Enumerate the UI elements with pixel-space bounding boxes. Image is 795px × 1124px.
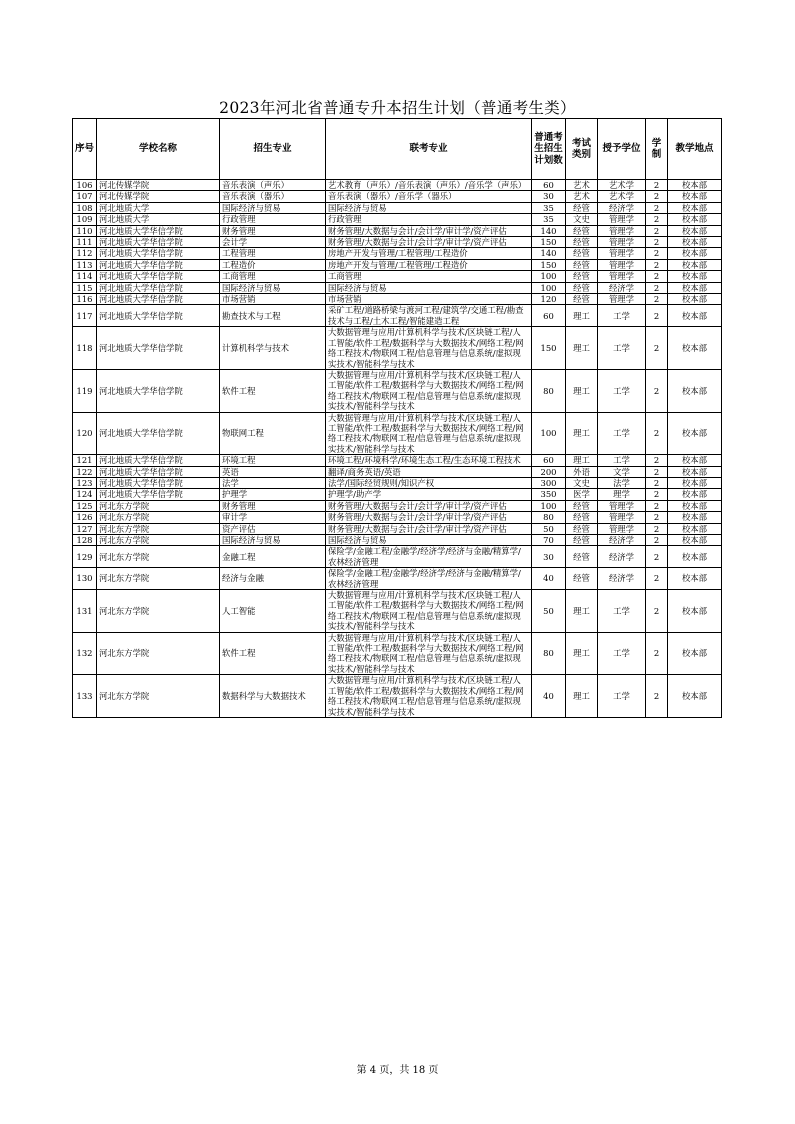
cell-degree: 文学 [598, 466, 646, 477]
cell-location: 校本部 [668, 191, 722, 202]
cell-location: 校本部 [668, 282, 722, 293]
cell-school: 河北地质大学华信学院 [97, 282, 220, 293]
cell-degree: 管理学 [598, 248, 646, 259]
cell-years: 2 [646, 282, 668, 293]
cell-seq: 126 [73, 512, 97, 523]
cell-location: 校本部 [668, 305, 722, 327]
cell-degree: 工学 [598, 369, 646, 412]
cell-location: 校本部 [668, 259, 722, 270]
cell-seq: 107 [73, 191, 97, 202]
cell-years: 2 [646, 523, 668, 534]
cell-location: 校本部 [668, 546, 722, 568]
table-row [73, 327, 722, 370]
cell-exam-major: 法学/国际经贸规则/知识产权 [326, 477, 532, 488]
cell-location: 校本部 [668, 632, 722, 675]
cell-seq: 119 [73, 369, 97, 412]
cell-major: 勘查技术与工程 [220, 305, 326, 327]
cell-location: 校本部 [668, 237, 722, 248]
cell-exam-category: 经管 [566, 282, 598, 293]
cell-school: 河北东方学院 [97, 590, 220, 633]
cell-school: 河北地质大学华信学院 [97, 412, 220, 455]
cell-degree: 管理学 [598, 259, 646, 270]
cell-school: 河北地质大学华信学院 [97, 248, 220, 259]
cell-exam-major: 保险学/金融工程/金融学/经济学/经济与金融/精算学/农林经济管理 [326, 546, 532, 568]
cell-exam-major: 国际经济与贸易 [326, 535, 532, 546]
cell-major: 经济与金融 [220, 568, 326, 590]
cell-degree: 经济学 [598, 202, 646, 213]
cell-degree: 管理学 [598, 237, 646, 248]
cell-major: 软件工程 [220, 369, 326, 412]
cell-years: 2 [646, 202, 668, 213]
table-row [73, 369, 722, 412]
cell-school: 河北地质大学华信学院 [97, 237, 220, 248]
cell-years: 2 [646, 327, 668, 370]
cell-major: 物联网工程 [220, 412, 326, 455]
table-row [73, 180, 722, 191]
cell-school: 河北传媒学院 [97, 191, 220, 202]
cell-plan-count: 70 [532, 535, 566, 546]
table-row [73, 259, 722, 270]
cell-degree: 经济学 [598, 282, 646, 293]
cell-exam-major: 大数据管理与应用/计算机科学与技术/区块链工程/人工智能/软件工程/数据科学与大数据技术/网络工程/网络工程技术/物联网工程/信息管理与信息系统/虚拟现实技术/智能科学与技术 [326, 327, 532, 370]
cell-exam-category: 外语 [566, 466, 598, 477]
cell-seq: 122 [73, 466, 97, 477]
cell-exam-major: 大数据管理与应用/计算机科学与技术/区块链工程/人工智能/软件工程/数据科学与大数据技术/网络工程/网络工程技术/物联网工程/信息管理与信息系统/虚拟现实技术/智能科学与技术 [326, 632, 532, 675]
cell-exam-category: 理工 [566, 455, 598, 466]
table-row [73, 546, 722, 568]
cell-years: 2 [646, 225, 668, 236]
cell-plan-count: 200 [532, 466, 566, 477]
cell-plan-count: 35 [532, 214, 566, 225]
cell-seq: 110 [73, 225, 97, 236]
cell-exam-category: 医学 [566, 489, 598, 500]
cell-major: 音乐表演（声乐） [220, 180, 326, 191]
cell-major: 计算机科学与技术 [220, 327, 326, 370]
table-row [73, 466, 722, 477]
cell-location: 校本部 [668, 489, 722, 500]
cell-degree: 管理学 [598, 294, 646, 305]
cell-years: 2 [646, 590, 668, 633]
header-exam-category: 考试类别 [566, 119, 598, 180]
cell-years: 2 [646, 191, 668, 202]
table-header-row [73, 119, 722, 180]
cell-plan-count: 40 [532, 568, 566, 590]
cell-school: 河北地质大学华信学院 [97, 477, 220, 488]
table-row [73, 225, 722, 236]
table-row [73, 535, 722, 546]
cell-exam-category: 理工 [566, 327, 598, 370]
table-row [73, 568, 722, 590]
cell-exam-major: 环境工程/环境科学/环境生态工程/生态环境工程技术 [326, 455, 532, 466]
cell-degree: 工学 [598, 590, 646, 633]
table-row [73, 512, 722, 523]
cell-years: 2 [646, 568, 668, 590]
cell-major: 音乐表演（器乐） [220, 191, 326, 202]
cell-degree: 工学 [598, 455, 646, 466]
cell-degree: 管理学 [598, 214, 646, 225]
cell-school: 河北地质大学华信学院 [97, 466, 220, 477]
table-row [73, 271, 722, 282]
cell-major: 国际经济与贸易 [220, 282, 326, 293]
cell-seq: 116 [73, 294, 97, 305]
cell-school: 河北地质大学华信学院 [97, 327, 220, 370]
cell-exam-category: 文史 [566, 477, 598, 488]
cell-degree: 工学 [598, 327, 646, 370]
cell-years: 2 [646, 412, 668, 455]
cell-years: 2 [646, 305, 668, 327]
cell-exam-category: 经管 [566, 271, 598, 282]
cell-major: 英语 [220, 466, 326, 477]
cell-exam-category: 经管 [566, 225, 598, 236]
cell-plan-count: 350 [532, 489, 566, 500]
header-exam-major: 联考专业 [326, 119, 532, 180]
cell-plan-count: 100 [532, 500, 566, 511]
header-location: 教学地点 [668, 119, 722, 180]
cell-degree: 工学 [598, 305, 646, 327]
cell-school: 河北东方学院 [97, 523, 220, 534]
cell-major: 环境工程 [220, 455, 326, 466]
cell-school: 河北地质大学华信学院 [97, 489, 220, 500]
cell-plan-count: 50 [532, 523, 566, 534]
cell-seq: 120 [73, 412, 97, 455]
cell-years: 2 [646, 675, 668, 718]
page-footer: 第 4 页，共 18 页 [356, 1065, 439, 1076]
cell-major: 财务管理 [220, 225, 326, 236]
cell-school: 河北东方学院 [97, 500, 220, 511]
table-row [73, 237, 722, 248]
cell-exam-major: 护理学/助产学 [326, 489, 532, 500]
cell-years: 2 [646, 271, 668, 282]
cell-seq: 113 [73, 259, 97, 270]
cell-seq: 131 [73, 590, 97, 633]
header-plan-count: 普通考生招生计划数 [532, 119, 566, 180]
cell-plan-count: 100 [532, 271, 566, 282]
cell-school: 河北地质大学华信学院 [97, 259, 220, 270]
cell-exam-major: 大数据管理与应用/计算机科学与技术/区块链工程/人工智能/软件工程/数据科学与大数据技术/网络工程/网络工程技术/物联网工程/信息管理与信息系统/虚拟现实技术/智能科学与技术 [326, 675, 532, 718]
cell-exam-major: 大数据管理与应用/计算机科学与技术/区块链工程/人工智能/软件工程/数据科学与大数据技术/网络工程/网络工程技术/物联网工程/信息管理与信息系统/虚拟现实技术/智能科学与技术 [326, 412, 532, 455]
table-row [73, 282, 722, 293]
table-row [73, 202, 722, 213]
header-major: 招生专业 [220, 119, 326, 180]
cell-seq: 106 [73, 180, 97, 191]
cell-exam-category: 经管 [566, 512, 598, 523]
cell-location: 校本部 [668, 248, 722, 259]
cell-school: 河北地质大学华信学院 [97, 455, 220, 466]
cell-exam-major: 财务管理/大数据与会计/会计学/审计学/资产评估 [326, 225, 532, 236]
cell-major: 市场营销 [220, 294, 326, 305]
cell-exam-category: 文史 [566, 214, 598, 225]
cell-location: 校本部 [668, 512, 722, 523]
cell-seq: 115 [73, 282, 97, 293]
cell-location: 校本部 [668, 466, 722, 477]
cell-degree: 管理学 [598, 512, 646, 523]
cell-exam-major: 艺术教育（声乐）/音乐表演（声乐）/音乐学（声乐） [326, 180, 532, 191]
cell-degree: 管理学 [598, 523, 646, 534]
table-row [73, 248, 722, 259]
cell-exam-category: 理工 [566, 632, 598, 675]
cell-seq: 112 [73, 248, 97, 259]
cell-school: 河北东方学院 [97, 632, 220, 675]
cell-school: 河北地质大学华信学院 [97, 305, 220, 327]
cell-exam-category: 理工 [566, 675, 598, 718]
cell-plan-count: 140 [532, 225, 566, 236]
cell-exam-major: 行政管理 [326, 214, 532, 225]
cell-school: 河北东方学院 [97, 675, 220, 718]
cell-exam-major: 翻译/商务英语/英语 [326, 466, 532, 477]
cell-location: 校本部 [668, 214, 722, 225]
cell-school: 河北地质大学华信学院 [97, 225, 220, 236]
cell-exam-category: 经管 [566, 500, 598, 511]
cell-exam-category: 理工 [566, 305, 598, 327]
cell-exam-category: 经管 [566, 546, 598, 568]
cell-major: 工商管理 [220, 271, 326, 282]
header-degree: 授予学位 [598, 119, 646, 180]
cell-major: 数据科学与大数据技术 [220, 675, 326, 718]
cell-exam-major: 财务管理/大数据与会计/会计学/审计学/资产评估 [326, 523, 532, 534]
cell-seq: 121 [73, 455, 97, 466]
cell-exam-category: 艺术 [566, 191, 598, 202]
header-seq: 序号 [73, 119, 97, 180]
cell-location: 校本部 [668, 523, 722, 534]
cell-years: 2 [646, 369, 668, 412]
cell-degree: 经济学 [598, 568, 646, 590]
cell-seq: 128 [73, 535, 97, 546]
cell-exam-category: 经管 [566, 202, 598, 213]
page-title: 2023年河北省普通专升本招生计划（普通考生类） [219, 99, 576, 117]
cell-seq: 125 [73, 500, 97, 511]
table-row [73, 305, 722, 327]
cell-major: 国际经济与贸易 [220, 202, 326, 213]
cell-location: 校本部 [668, 568, 722, 590]
cell-location: 校本部 [668, 477, 722, 488]
cell-school: 河北东方学院 [97, 535, 220, 546]
cell-exam-category: 理工 [566, 590, 598, 633]
cell-seq: 133 [73, 675, 97, 718]
cell-years: 2 [646, 489, 668, 500]
cell-school: 河北地质大学 [97, 214, 220, 225]
cell-location: 校本部 [668, 271, 722, 282]
cell-major: 人工智能 [220, 590, 326, 633]
cell-location: 校本部 [668, 675, 722, 718]
table-row [73, 191, 722, 202]
table-row [73, 412, 722, 455]
table-row [73, 500, 722, 511]
cell-location: 校本部 [668, 225, 722, 236]
cell-exam-major: 工商管理 [326, 271, 532, 282]
cell-plan-count: 60 [532, 455, 566, 466]
cell-seq: 124 [73, 489, 97, 500]
cell-exam-major: 国际经济与贸易 [326, 202, 532, 213]
table-row [73, 477, 722, 488]
cell-location: 校本部 [668, 294, 722, 305]
header-years: 学制 [646, 119, 668, 180]
table-row [73, 489, 722, 500]
cell-seq: 130 [73, 568, 97, 590]
cell-seq: 132 [73, 632, 97, 675]
cell-exam-category: 经管 [566, 523, 598, 534]
cell-location: 校本部 [668, 455, 722, 466]
cell-school: 河北地质大学华信学院 [97, 294, 220, 305]
cell-degree: 艺术学 [598, 191, 646, 202]
cell-location: 校本部 [668, 412, 722, 455]
cell-major: 会计学 [220, 237, 326, 248]
cell-degree: 管理学 [598, 500, 646, 511]
cell-degree: 工学 [598, 412, 646, 455]
cell-plan-count: 80 [532, 512, 566, 523]
cell-major: 行政管理 [220, 214, 326, 225]
cell-seq: 108 [73, 202, 97, 213]
table-row [73, 675, 722, 718]
cell-exam-major: 财务管理/大数据与会计/会计学/审计学/资产评估 [326, 500, 532, 511]
cell-major: 资产评估 [220, 523, 326, 534]
cell-plan-count: 40 [532, 675, 566, 718]
cell-degree: 工学 [598, 675, 646, 718]
cell-exam-category: 经管 [566, 294, 598, 305]
cell-major: 财务管理 [220, 500, 326, 511]
cell-exam-category: 经管 [566, 237, 598, 248]
cell-plan-count: 60 [532, 180, 566, 191]
cell-exam-category: 经管 [566, 535, 598, 546]
cell-exam-major: 财务管理/大数据与会计/会计学/审计学/资产评估 [326, 237, 532, 248]
cell-school: 河北东方学院 [97, 546, 220, 568]
cell-degree: 经济学 [598, 546, 646, 568]
cell-exam-category: 理工 [566, 412, 598, 455]
cell-plan-count: 35 [532, 202, 566, 213]
cell-years: 2 [646, 512, 668, 523]
table-row [73, 455, 722, 466]
cell-exam-major: 采矿工程/道路桥梁与渡河工程/建筑学/交通工程/勘查技术与工程/土木工程/智能建造工程 [326, 305, 532, 327]
cell-seq: 117 [73, 305, 97, 327]
cell-seq: 109 [73, 214, 97, 225]
cell-years: 2 [646, 477, 668, 488]
cell-plan-count: 30 [532, 191, 566, 202]
cell-exam-major: 音乐表演（器乐）/音乐学（器乐） [326, 191, 532, 202]
cell-years: 2 [646, 248, 668, 259]
cell-plan-count: 150 [532, 237, 566, 248]
cell-degree: 管理学 [598, 225, 646, 236]
cell-major: 审计学 [220, 512, 326, 523]
enrollment-plan-table [72, 118, 722, 718]
cell-exam-major: 市场营销 [326, 294, 532, 305]
cell-plan-count: 300 [532, 477, 566, 488]
cell-location: 校本部 [668, 180, 722, 191]
table-body [73, 180, 722, 718]
cell-exam-major: 国际经济与贸易 [326, 282, 532, 293]
header-school: 学校名称 [97, 119, 220, 180]
cell-years: 2 [646, 546, 668, 568]
cell-plan-count: 80 [532, 632, 566, 675]
cell-degree: 法学 [598, 477, 646, 488]
cell-exam-category: 经管 [566, 248, 598, 259]
cell-degree: 经济学 [598, 535, 646, 546]
cell-years: 2 [646, 455, 668, 466]
cell-degree: 工学 [598, 632, 646, 675]
cell-location: 校本部 [668, 327, 722, 370]
cell-exam-category: 艺术 [566, 180, 598, 191]
cell-school: 河北地质大学 [97, 202, 220, 213]
cell-plan-count: 140 [532, 248, 566, 259]
cell-years: 2 [646, 632, 668, 675]
cell-exam-major: 大数据管理与应用/计算机科学与技术/区块链工程/人工智能/软件工程/数据科学与大数据技术/网络工程/网络工程技术/物联网工程/信息管理与信息系统/虚拟现实技术/智能科学与技术 [326, 369, 532, 412]
cell-exam-category: 经管 [566, 568, 598, 590]
cell-years: 2 [646, 466, 668, 477]
cell-major: 国际经济与贸易 [220, 535, 326, 546]
cell-seq: 127 [73, 523, 97, 534]
cell-major: 护理学 [220, 489, 326, 500]
cell-major: 法学 [220, 477, 326, 488]
table-row [73, 523, 722, 534]
cell-degree: 管理学 [598, 271, 646, 282]
cell-seq: 114 [73, 271, 97, 282]
cell-exam-major: 大数据管理与应用/计算机科学与技术/区块链工程/人工智能/软件工程/数据科学与大数据技术/网络工程/网络工程技术/物联网工程/信息管理与信息系统/虚拟现实技术/智能科学与技术 [326, 590, 532, 633]
cell-years: 2 [646, 500, 668, 511]
cell-location: 校本部 [668, 202, 722, 213]
cell-school: 河北东方学院 [97, 568, 220, 590]
cell-location: 校本部 [668, 535, 722, 546]
cell-plan-count: 120 [532, 294, 566, 305]
cell-major: 金融工程 [220, 546, 326, 568]
cell-seq: 118 [73, 327, 97, 370]
cell-exam-major: 保险学/金融工程/金融学/经济学/经济与金融/精算学/农林经济管理 [326, 568, 532, 590]
table-row [73, 590, 722, 633]
cell-exam-category: 理工 [566, 369, 598, 412]
cell-years: 2 [646, 180, 668, 191]
cell-exam-major: 财务管理/大数据与会计/会计学/审计学/资产评估 [326, 512, 532, 523]
cell-years: 2 [646, 259, 668, 270]
cell-location: 校本部 [668, 500, 722, 511]
cell-location: 校本部 [668, 369, 722, 412]
cell-major: 软件工程 [220, 632, 326, 675]
cell-plan-count: 80 [532, 369, 566, 412]
cell-school: 河北地质大学华信学院 [97, 271, 220, 282]
cell-plan-count: 150 [532, 259, 566, 270]
table-row [73, 214, 722, 225]
cell-plan-count: 150 [532, 327, 566, 370]
cell-exam-major: 房地产开发与管理/工程管理/工程造价 [326, 248, 532, 259]
cell-plan-count: 60 [532, 305, 566, 327]
cell-years: 2 [646, 294, 668, 305]
cell-degree: 理学 [598, 489, 646, 500]
cell-school: 河北地质大学华信学院 [97, 369, 220, 412]
table-row [73, 632, 722, 675]
cell-plan-count: 100 [532, 282, 566, 293]
cell-exam-major: 房地产开发与管理/工程管理/工程造价 [326, 259, 532, 270]
cell-degree: 艺术学 [598, 180, 646, 191]
cell-school: 河北东方学院 [97, 512, 220, 523]
cell-plan-count: 100 [532, 412, 566, 455]
cell-school: 河北传媒学院 [97, 180, 220, 191]
table-row [73, 294, 722, 305]
cell-seq: 111 [73, 237, 97, 248]
cell-seq: 123 [73, 477, 97, 488]
cell-major: 工程造价 [220, 259, 326, 270]
cell-plan-count: 50 [532, 590, 566, 633]
cell-location: 校本部 [668, 590, 722, 633]
cell-exam-category: 经管 [566, 259, 598, 270]
cell-years: 2 [646, 535, 668, 546]
cell-plan-count: 30 [532, 546, 566, 568]
cell-years: 2 [646, 214, 668, 225]
cell-seq: 129 [73, 546, 97, 568]
cell-major: 工程管理 [220, 248, 326, 259]
cell-years: 2 [646, 237, 668, 248]
